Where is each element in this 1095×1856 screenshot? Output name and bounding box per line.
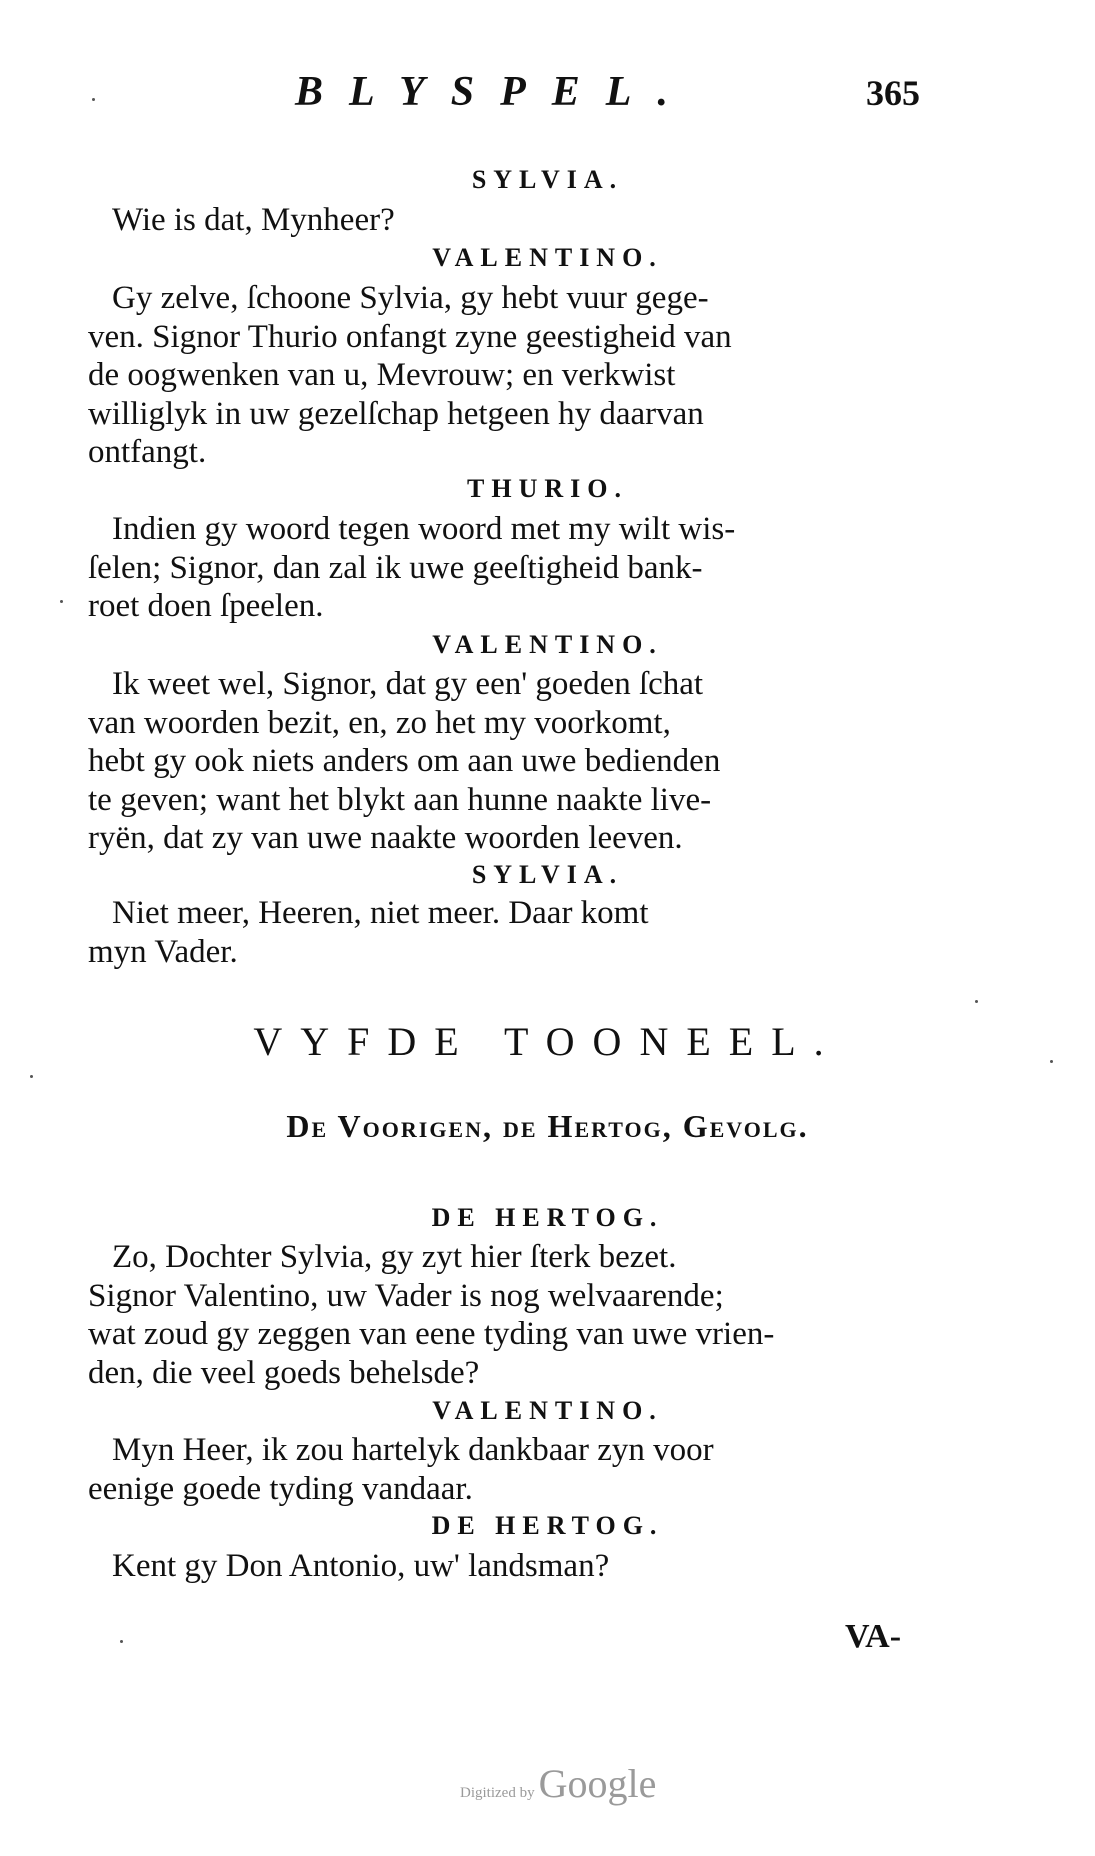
running-title: BLYSPEL. [295, 69, 694, 115]
speech-line: Gy zelve, ſchoone Sylvia, gy hebt vuur gege- [112, 280, 709, 316]
speech-line: ven. Signor Thurio onfangt zyne geestigheid van [88, 318, 732, 355]
speech-line: ſelen; Signor, dan zal ik uwe geeſtigheid bank- [88, 549, 703, 586]
scan-speck [92, 98, 95, 101]
speech-text [88, 894, 928, 971]
speaker-heading: THURIO. [467, 474, 628, 503]
speech-line: Myn Heer, ik zou hartelyk dankbaar zyn voor [112, 1432, 714, 1468]
catchword: VA- [845, 1618, 902, 1655]
speech-line: Kent gy Don Antonio, uw' landsman? [112, 1548, 610, 1584]
digitized-watermark [460, 1760, 656, 1807]
speech-line: eenige goede tyding vandaar. [88, 1470, 473, 1507]
speech-line: te geven; want het blykt aan hunne naakte live- [88, 781, 712, 818]
speech-line: wat zoud gy zeggen van eene tyding van uwe vrien- [88, 1316, 775, 1352]
speech-line: Indien gy woord tegen woord met my wilt wis- [112, 511, 736, 547]
speech-line: den, die veel goeds behelsde? [88, 1354, 480, 1391]
scan-speck [30, 1075, 33, 1078]
speech-line: Niet meer, Heeren, niet meer. Daar komt [112, 895, 649, 931]
speech-line: ontfangt. [88, 434, 207, 470]
speech-text [88, 665, 928, 858]
speaker-heading: VALENTINO. [432, 243, 663, 272]
speech-text [88, 1547, 928, 1586]
running-header [0, 68, 1095, 118]
scene-persons: De Voorigen, de Hertog, Gevolg. [286, 1108, 809, 1144]
speech-line: myn Vader. [88, 933, 238, 970]
speech-text [88, 1431, 928, 1508]
speech-text [88, 510, 928, 626]
speech-line: Wie is dat, Mynheer? [112, 202, 395, 238]
speech-text [88, 279, 928, 472]
speaker-heading: SYLVIA. [471, 860, 624, 889]
speech-line: Ik weet wel, Signor, dat gy een' goeden ſchat [112, 666, 704, 702]
speaker-heading: VALENTINO. [432, 1396, 663, 1425]
watermark-prefix: Digitized by [460, 1785, 535, 1801]
speech-text [88, 201, 928, 240]
speech-line: williglyk in uw gezelſchap hetgeen hy daarvan [88, 395, 704, 432]
speech-line: roet doen ſpeelen. [88, 588, 324, 624]
speech-line: van woorden bezit, en, zo het my voorkomt, [88, 704, 671, 741]
speech-line: Zo, Dochter Sylvia, gy zyt hier ſterk bezet. [112, 1239, 677, 1275]
scan-speck [60, 600, 63, 603]
scan-speck [120, 1640, 123, 1643]
scene-heading: VYFDE TOONEEL. [253, 1019, 842, 1064]
speech-text [88, 1238, 928, 1392]
speaker-heading: SYLVIA. [471, 165, 624, 194]
page-number: 365 [866, 73, 920, 113]
scan-speck [1050, 1060, 1053, 1063]
speaker-heading: DE HERTOG. [431, 1511, 664, 1540]
speech-line: ryën, dat zy van uwe naakte woorden leeven. [88, 820, 683, 856]
speaker-heading: DE HERTOG. [431, 1203, 664, 1232]
scan-speck [975, 1000, 978, 1003]
speech-line: de oogwenken van u, Mevrouw; en verkwist [88, 357, 676, 393]
speech-line: Signor Valentino, uw Vader is nog welvaarende; [88, 1277, 724, 1314]
watermark-brand: Google [538, 1761, 657, 1806]
speaker-heading: VALENTINO. [432, 630, 663, 659]
speech-line: hebt gy ook niets anders om aan uwe bedienden [88, 743, 721, 779]
